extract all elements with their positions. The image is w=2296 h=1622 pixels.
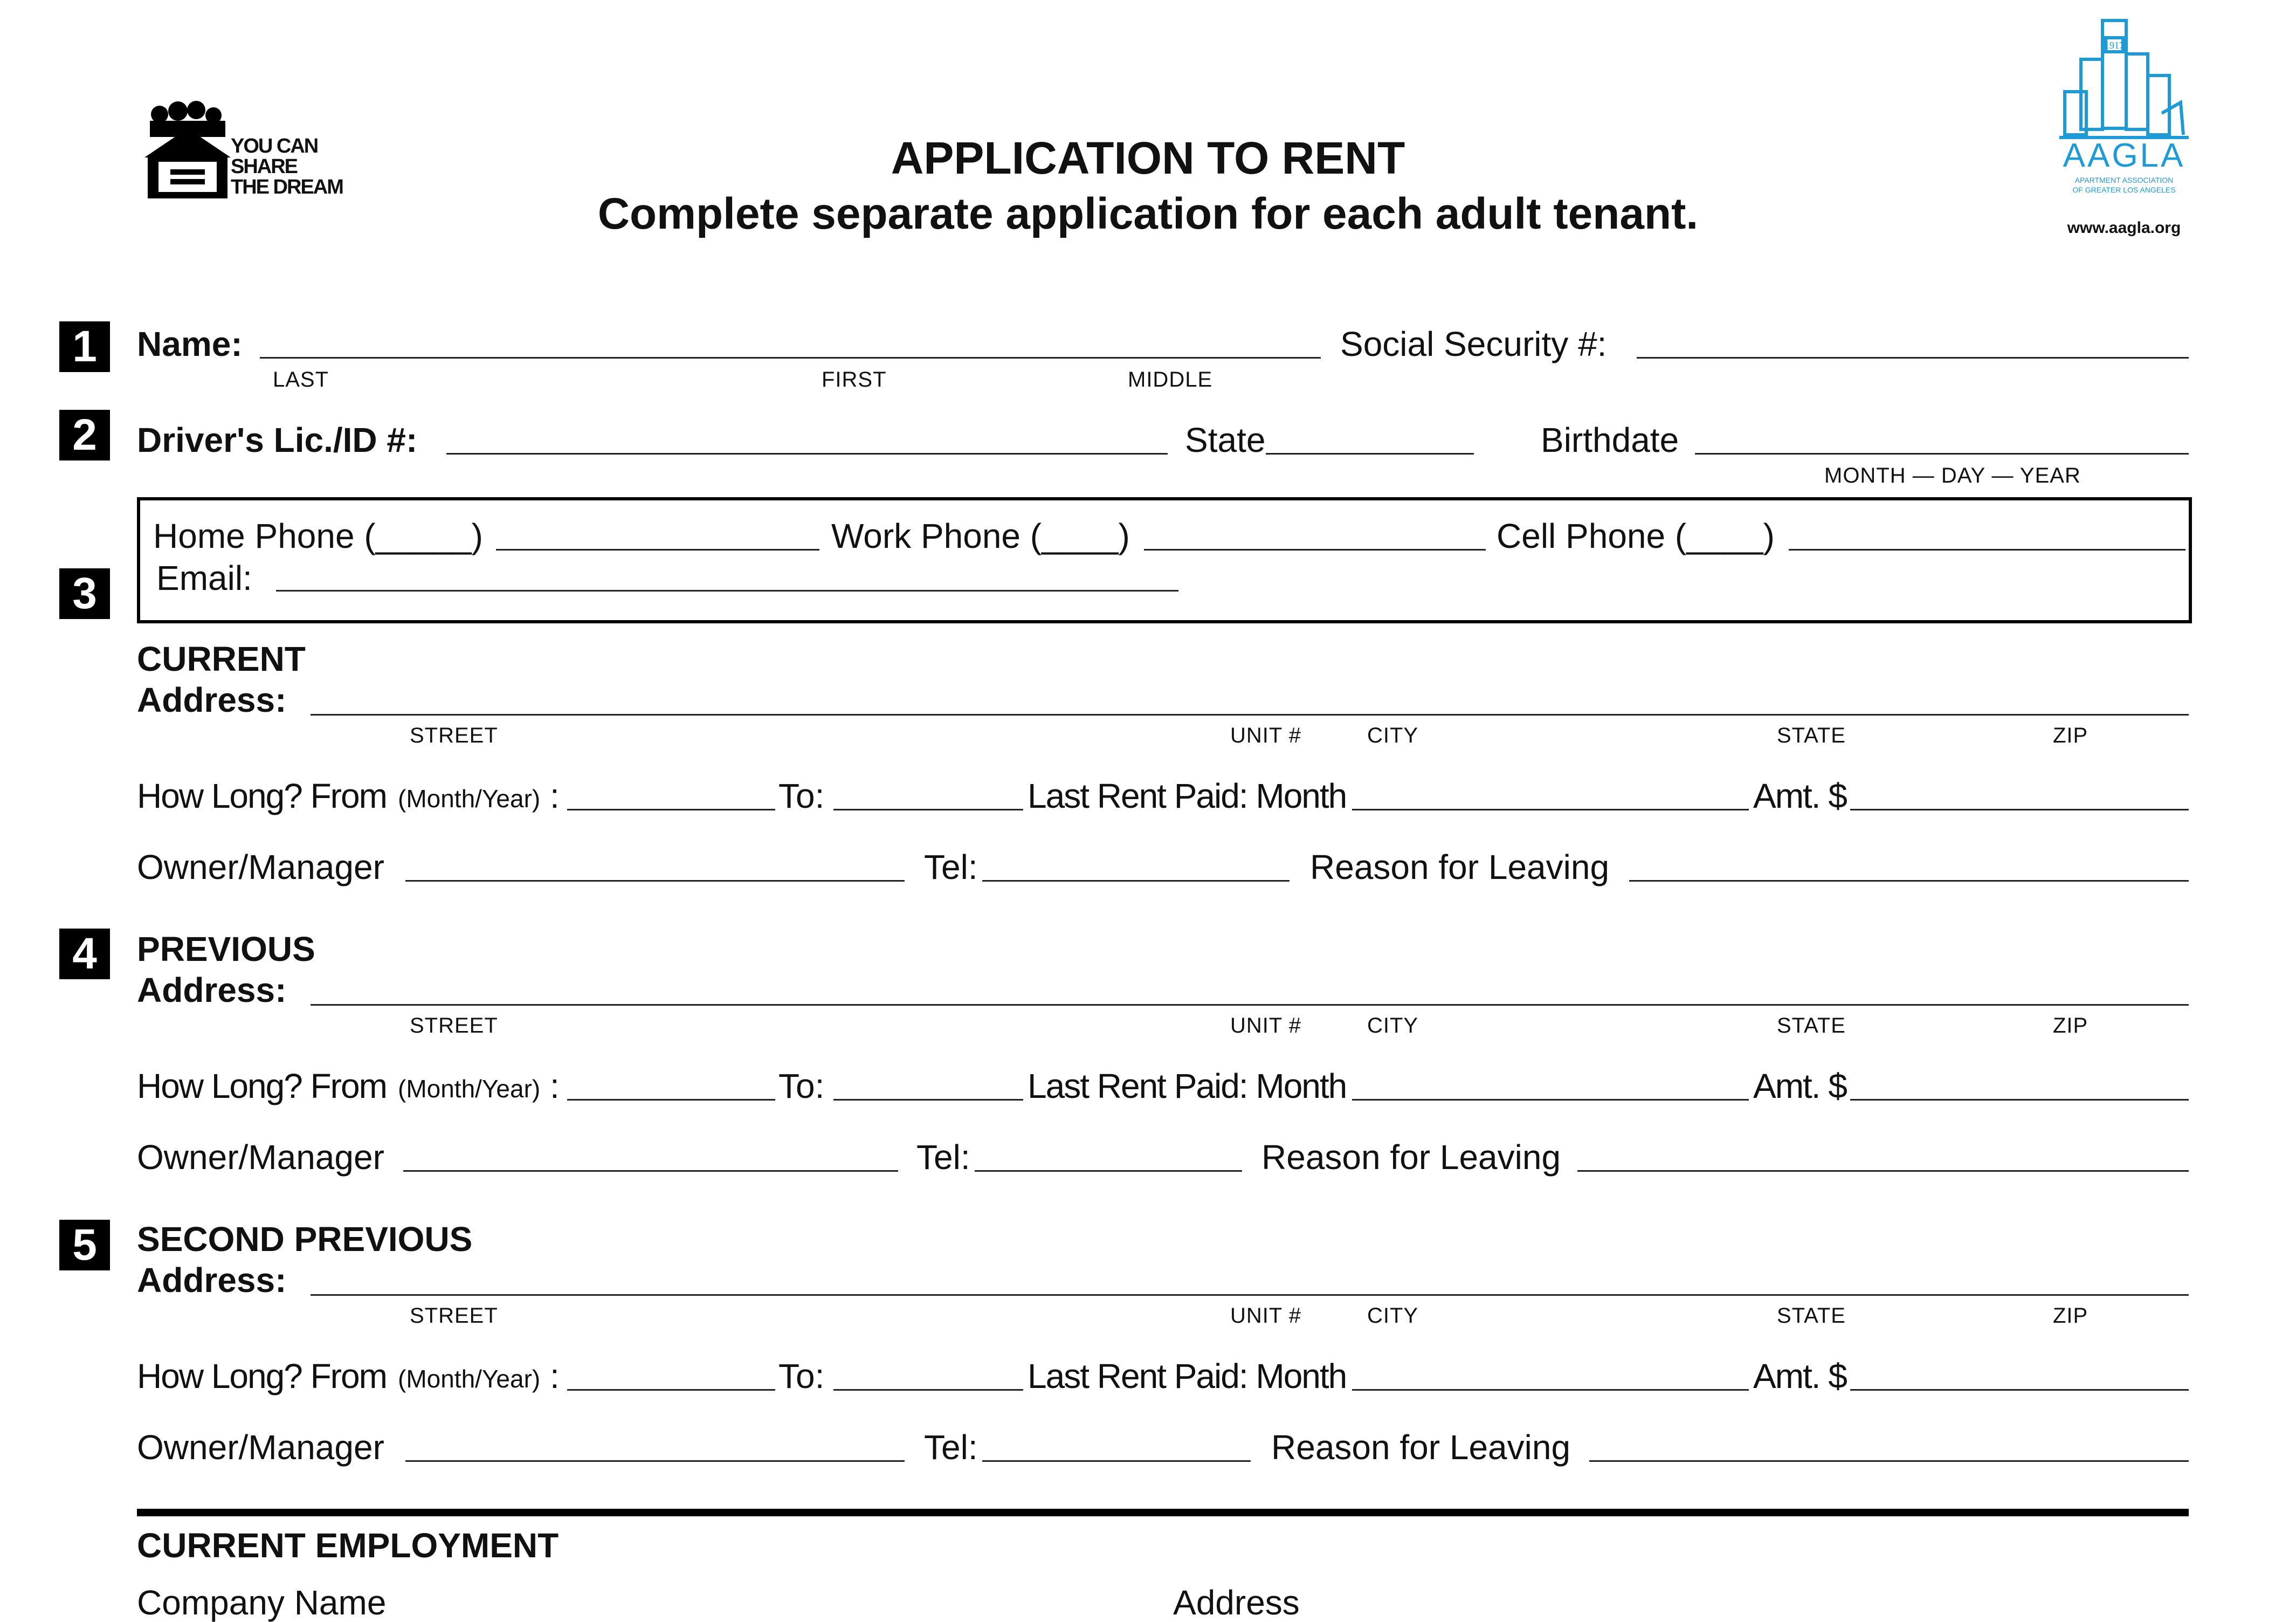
name-sub-middle: MIDDLE (1128, 368, 1213, 391)
current-reason-field[interactable] (1629, 880, 2189, 882)
current-address-field[interactable] (311, 714, 2189, 716)
name-field[interactable] (260, 357, 1321, 359)
logo-text-line1: YOU CAN (231, 135, 318, 157)
second-previous-heading: SECOND PREVIOUS (137, 1220, 473, 1259)
previous-month-year-label: (Month/Year) (398, 1075, 541, 1103)
previous-amt-label: Amt. $ (1753, 1067, 1846, 1105)
previous-tel-label: Tel: (916, 1138, 970, 1177)
previous-to-label: To: (778, 1067, 825, 1105)
ssn-label: Social Security #: (1340, 325, 1607, 363)
name-sub-first: FIRST (822, 368, 887, 391)
company-name-label: Company Name (137, 1583, 387, 1622)
current-to-label: To: (778, 776, 825, 815)
second-previous-sub-city: CITY (1367, 1304, 1419, 1328)
license-state-field[interactable] (1266, 453, 1474, 455)
second-previous-address-field[interactable] (311, 1294, 2189, 1296)
current-month-year-label: (Month/Year) (398, 785, 541, 813)
current-sub-unit: UNIT # (1230, 724, 1301, 747)
second-previous-from-field[interactable] (567, 1389, 775, 1391)
current-tel-field[interactable] (982, 880, 1290, 882)
aagla-url: www.aagla.org (2067, 219, 2181, 237)
current-colon: : (550, 776, 560, 815)
second-previous-owner-label: Owner/Manager (137, 1428, 384, 1467)
page-title: APPLICATION TO RENT (891, 133, 1405, 183)
second-previous-amt-label: Amt. $ (1753, 1357, 1846, 1396)
ssn-field[interactable] (1637, 357, 2189, 359)
current-from-field[interactable] (567, 809, 775, 810)
birthdate-label: Birthdate (1541, 421, 1679, 459)
previous-heading: PREVIOUS (137, 930, 315, 968)
logo-badge-year: 1917 (2105, 40, 2124, 51)
second-previous-sub-state: STATE (1777, 1304, 1846, 1328)
previous-tel-field[interactable] (975, 1170, 1242, 1172)
current-to-field[interactable] (833, 809, 1023, 810)
second-previous-last-rent-field[interactable] (1352, 1389, 1749, 1391)
second-previous-month-year-label: (Month/Year) (398, 1365, 541, 1393)
current-amt-label: Amt. $ (1753, 776, 1846, 815)
work-phone-field[interactable] (1144, 549, 1486, 551)
current-how-long-label: How Long? From (137, 776, 387, 815)
aagla-name: AAGLA (2063, 137, 2185, 174)
birthdate-sub: MONTH — DAY — YEAR (1824, 464, 2081, 487)
second-previous-last-rent-label: Last Rent Paid: Month (1028, 1357, 1347, 1396)
current-sub-city: CITY (1367, 724, 1419, 747)
current-amt-field[interactable] (1850, 809, 2189, 810)
current-tel-label: Tel: (924, 848, 978, 886)
cell-phone-label: Cell Phone (____) (1497, 517, 1775, 555)
previous-reason-field[interactable] (1577, 1170, 2189, 1172)
current-heading: CURRENT (137, 640, 306, 678)
section-number-2: 2 (59, 410, 110, 461)
license-state-label: State (1185, 421, 1266, 459)
second-previous-address-label: Address: (137, 1261, 287, 1300)
current-sub-zip: ZIP (2053, 724, 2088, 747)
birthdate-field[interactable] (1695, 453, 2189, 455)
employment-divider (137, 1509, 2189, 1516)
current-reason-label: Reason for Leaving (1310, 848, 1610, 886)
aagla-tagline-1: APARTMENT ASSOCIATION (2074, 176, 2174, 184)
previous-colon: : (550, 1067, 560, 1105)
second-previous-owner-field[interactable] (405, 1460, 905, 1462)
email-label: Email: (156, 559, 252, 597)
current-last-rent-label: Last Rent Paid: Month (1028, 776, 1347, 815)
home-phone-label: Home Phone (_____) (153, 517, 483, 555)
name-sub-last: LAST (273, 368, 329, 391)
page-subtitle: Complete separate application for each adult tenant. (597, 189, 1699, 238)
second-previous-colon: : (550, 1357, 560, 1396)
previous-owner-label: Owner/Manager (137, 1138, 384, 1177)
aagla-logo (2059, 16, 2189, 243)
section-number-5: 5 (59, 1220, 110, 1270)
previous-address-label: Address: (137, 971, 287, 1009)
previous-sub-street: STREET (410, 1014, 498, 1037)
second-previous-tel-label: Tel: (924, 1428, 978, 1467)
second-previous-how-long-label: How Long? From (137, 1357, 387, 1396)
previous-last-rent-field[interactable] (1352, 1099, 1749, 1101)
section-number-3: 3 (59, 568, 110, 619)
previous-to-field[interactable] (833, 1099, 1023, 1101)
previous-how-long-label: How Long? From (137, 1067, 387, 1105)
aagla-tagline-2: OF GREATER LOS ANGELES (2072, 185, 2176, 194)
current-sub-state: STATE (1777, 724, 1846, 747)
work-phone-label: Work Phone (____) (831, 517, 1130, 555)
previous-last-rent-label: Last Rent Paid: Month (1028, 1067, 1347, 1105)
logo-text-line3: THE DREAM (231, 176, 343, 198)
section-number-1: 1 (59, 321, 110, 372)
previous-from-field[interactable] (567, 1099, 775, 1101)
second-previous-to-field[interactable] (833, 1389, 1023, 1391)
previous-reason-label: Reason for Leaving (1261, 1138, 1561, 1177)
second-previous-sub-unit: UNIT # (1230, 1304, 1301, 1328)
current-last-rent-field[interactable] (1352, 809, 1749, 810)
second-previous-sub-zip: ZIP (2053, 1304, 2088, 1328)
second-previous-amt-field[interactable] (1850, 1389, 2189, 1391)
current-owner-field[interactable] (405, 880, 905, 882)
previous-address-field[interactable] (311, 1004, 2189, 1006)
employer-address-label: Address (1173, 1583, 1300, 1622)
current-owner-label: Owner/Manager (137, 848, 384, 886)
name-label: Name: (137, 325, 243, 363)
previous-sub-unit: UNIT # (1230, 1014, 1301, 1037)
city-skyline-icon (2059, 16, 2189, 146)
second-previous-sub-street: STREET (410, 1304, 498, 1328)
previous-sub-state: STATE (1777, 1014, 1846, 1037)
previous-amt-field[interactable] (1850, 1099, 2189, 1101)
previous-owner-field[interactable] (403, 1170, 898, 1172)
previous-sub-city: CITY (1367, 1014, 1419, 1037)
second-previous-tel-field[interactable] (982, 1460, 1251, 1462)
email-field[interactable] (276, 590, 1178, 592)
current-sub-street: STREET (410, 724, 498, 747)
employment-heading: CURRENT EMPLOYMENT (137, 1526, 559, 1565)
cell-phone-field[interactable] (1789, 549, 2185, 551)
current-address-label: Address: (137, 681, 287, 719)
license-field[interactable] (446, 453, 1168, 455)
license-label: Driver's Lic./ID #: (137, 421, 418, 459)
second-previous-to-label: To: (778, 1357, 825, 1396)
previous-sub-zip: ZIP (2053, 1014, 2088, 1037)
second-previous-reason-field[interactable] (1589, 1460, 2189, 1462)
section-number-4: 4 (59, 929, 110, 979)
home-phone-field[interactable] (496, 549, 819, 551)
logo-text-line2: SHARE (231, 155, 298, 178)
second-previous-reason-label: Reason for Leaving (1271, 1428, 1571, 1467)
